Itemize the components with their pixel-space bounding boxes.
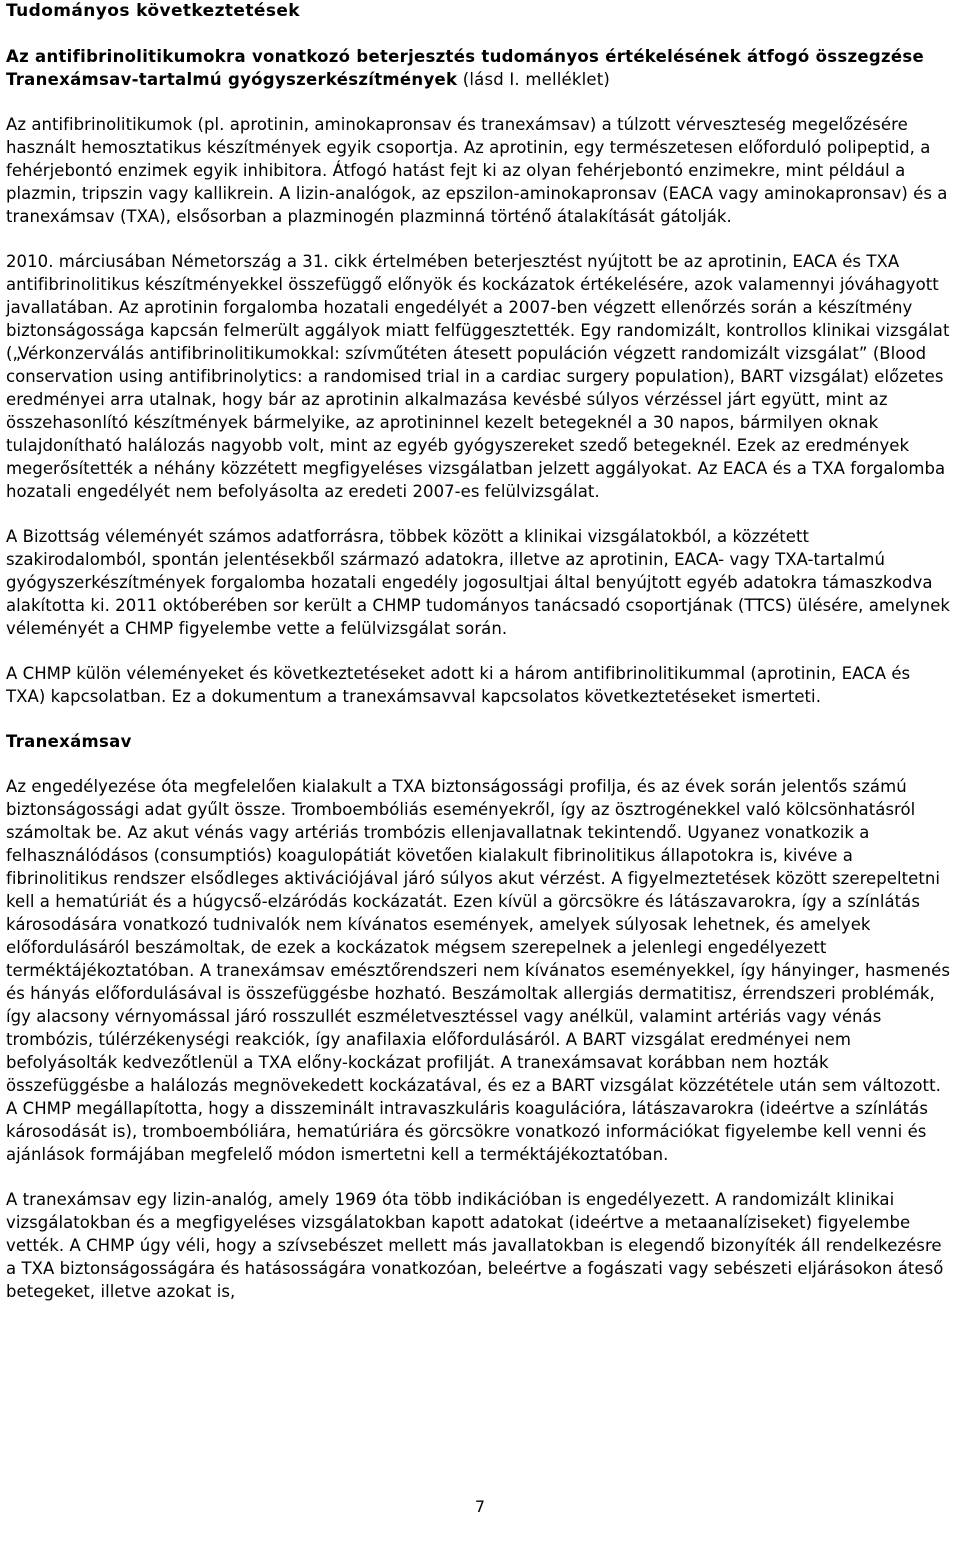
product-heading-reference: (lásd I. melléklet) (457, 70, 611, 89)
summary-heading: Az antifibrinolitikumokra vonatkozó beterjesztés tudományos értékelésének átfogó összegzése (6, 47, 924, 66)
product-heading: Tranexámsav-tartalmú gyógyszerkészítmények (6, 70, 458, 89)
section-heading-tranexamic-acid: Tranexámsav (6, 732, 132, 751)
intro-paragraph-1: Az antifibrinolitikumok (pl. aprotinin, aminokapronsav és tranexámsav) a túlzott vérveszteség megelőzésére használt hemosztatikus készítmények egyik csoportja. Az aprotinin, egy természetesen előforduló polipeptid, a fehérjebontó enzimek egyik inhibitora. Átfogó hatást fejt ki az olyan fehérjebontó enzimekre, mint például a plazmin, tripszin vagy kallikrein. A lizin-analógok, az epszilon-aminokapronsav (EACA vagy aminokapronsav) és a tranexámsav (TXA), elsősorban a plazminogén plazminná történő átalakítását gátolják. (6, 115, 948, 226)
intro-paragraph-3: A Bizottság véleményét számos adatforrásra, többek között a klinikai vizsgálatokból, a közzétett szakirodalomból, spontán jelentésekből származó adatokra, illetve az aprotinin, EACA- vagy TXA-tartalmú gyógyszerkészítmények forgalomba hozatali engedély jogosultjai által benyújtott egyéb adatokra támaszkodva alakította ki. 2011 októberében sor került a CHMP tudományos tanácsadó csoportjának (TTCS) ülésére, amelynek véleményét a CHMP figyelembe vette a felülvizsgálat során. (6, 527, 950, 638)
section-paragraph-1: Az engedélyezése óta megfelelően kialakult a TXA biztonságossági profilja, és az évek során jelentős számú biztonságossági adat gyűlt össze. Tromboembóliás eseményekről, így az ösztrogénekkel való kölcsönhatásról számoltak be. Az akut vénás vagy artériás trombózis ellenjavallatnak tekintendő. Ugyanez vonatkozik a felhasználódásos (consumptiós) koagulopátiát követően kialakult fibrinolitikus állapotokra is, kivéve a fibrinolitikus rendszer elsődleges aktivációjával járó súlyos akut vérzést. A figyelmeztetések között szerepeltetni kell a hematúriát és a húgycső-elzáródás kockázatát. Ezen kívül a görcsökre és látászavarokra, így a színlátás károsodására vonatkozó tudnivalók nem kívánatos események, amelyek súlyosak lehetnek, és amelyek előfordulásáról beszámoltak, de ezek a kockázatok mégsem szerepelnek a jelenlegi engedélyezett terméktájékoztatóban. A tranexámsav emésztőrendszeri nem kívánatos eseményekkel, így hányinger, hasmenés és hányás előfordulásával is összefüggésbe hozható. Beszámoltak allergiás dermatitisz, érrendszeri problémák, így alacsony vérnyomással járó rosszullét eszméletvesztéssel vagy anélkül, valamint artériás vagy vénás trombózis, túlérzékenységi reakciók, így anafilaxia előfordulásáról. A BART vizsgálat eredményei nem befolyásolták kedvezőtlenül a TXA előny-kockázat profilját. A tranexámsavat korábban nem hozták összefüggésbe a halálozás megnövekedett kockázatával, és ez a BART vizsgálat közzététele után sem változott. A CHMP megállapította, hogy a disszeminált intravaszkuláris koagulációra, látászavarokra (ideértve a színlátás károsodását is), tromboembóliára, hematúriára és görcsökre vonatkozó információkat figyelembe kell venni és ajánlások formájában megfelelő módon ismertetni kell a terméktájékoztatóban. (6, 777, 950, 1164)
intro-paragraph-4: A CHMP külön véleményeket és következtetéseket adott ki a három antifibrinolitikummal (aprotinin, EACA és TXA) kapcsolatban. Ez a dokumentum a tranexámsavval kapcsolatos következtetéseket ismerteti. (6, 664, 911, 706)
product-heading-line (6, 68, 952, 91)
intro-paragraph-2: 2010. márciusában Németország a 31. cikk értelmében beterjesztést nyújtott be az aprotinin, EACA és TXA antifibrinolitikus készítményekkel összefüggő előnyök és kockázatok értékelésére, azok valamennyi jóváhagyott javallatában. Az aprotinin forgalomba hozatali engedélyét a 2007-ben végzett ellenőrzés során a készítmény biztonságossága kapcsán felmerült aggályok miatt felfüggesztették. Egy randomizált, kontrollos klinikai vizsgálat („Vérkonzerválás antifibrinolitikumokkal: szívműtéten átesett populáción végzett randomizált vizsgálat” (Blood conservation using antifibrinolytics: a randomised trial in a cardiac surgery population), BART vizsgálat) előzetes eredményei arra utalnak, hogy bár az aprotinin alkalmazása kevésbé súlyos vérzéssel járt együtt, mint az összehasonlító készítmények bármelyike, az aprotininnel kezelt betegeknél a 30 napos, bármilyen oknak tulajdonítható halálozás nagyobb volt, mint az egyéb gyógyszereket szedő betegeknél. Ezek az eredmények megerősítették a néhány közzétett megfigyeléses vizsgálatban jelzett aggályokat. Az EACA és a TXA forgalomba hozatali engedélyét nem befolyásolta az eredeti 2007-es felülvizsgálat. (6, 252, 950, 501)
section-paragraph-2: A tranexámsav egy lizin-analóg, amely 1969 óta több indikációban is engedélyezett. A randomizált klinikai vizsgálatokban és a megfigyeléses vizsgálatokban kapott adatokat (ideértve a metaanalíziseket) figyelembe vették. A CHMP úgy véli, hogy a szívsebészet mellett más javallatokban is elegendő bizonyíték áll rendelkezésre a TXA biztonságosságára és hatásosságára vonatkozóan, beleértve a fogászati vagy sebészeti eljárásokon áteső betegeket, illetve azokat is, (6, 1190, 944, 1301)
document-title: Tudományos következtetések (6, 1, 300, 21)
page-number: 7 (474, 1497, 486, 1516)
document-page (6, 0, 952, 1325)
